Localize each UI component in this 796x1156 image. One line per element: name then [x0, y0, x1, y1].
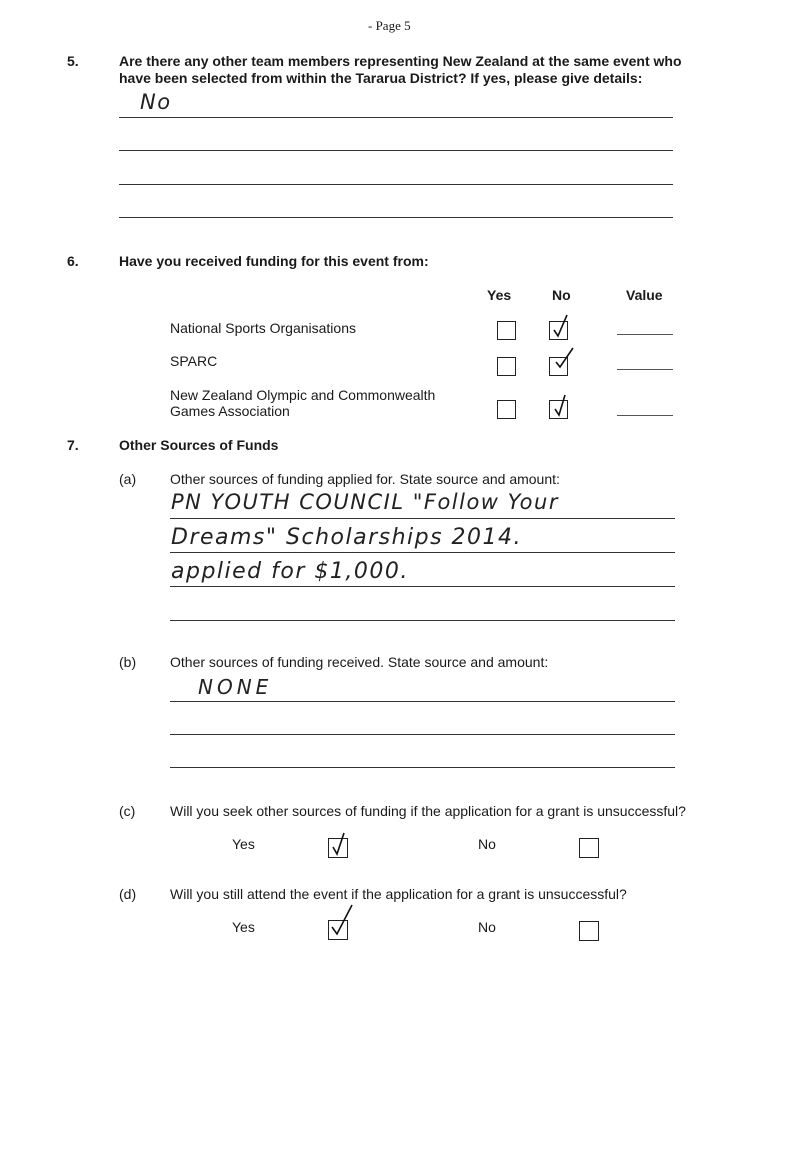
q7a-rule-3	[170, 586, 675, 587]
q7a-rule-2	[170, 552, 675, 553]
q7c-no-checkbox[interactable]	[579, 838, 599, 858]
q6-text: Have you received funding for this event from:	[119, 253, 429, 269]
q7b-text: Other sources of funding received. State source and amount:	[170, 654, 549, 670]
q6-row3-value-line	[617, 415, 673, 416]
q6-row3-yes-checkbox[interactable]	[497, 400, 516, 419]
q7c-no-label: No	[478, 836, 496, 852]
page-header: - Page 5	[368, 18, 411, 33]
q6-row2-no-checkbox[interactable]	[549, 357, 568, 376]
check-mark-icon	[329, 829, 351, 857]
q6-row2-yes-checkbox[interactable]	[497, 357, 516, 376]
q6-col-yes: Yes	[487, 287, 512, 303]
q7d-text: Will you still attend the event if the application for a grant is unsuccessful?	[170, 886, 627, 902]
q7c-yes-label: Yes	[232, 836, 255, 852]
q7d-yes-checkbox[interactable]	[328, 920, 348, 940]
q7b-rule-2	[170, 734, 675, 735]
q7c-yes-checkbox[interactable]	[328, 838, 348, 858]
q7a-rule-1	[170, 518, 675, 519]
q7b-answer[interactable]: NONE	[198, 675, 273, 699]
q7a-letter: (a)	[119, 471, 137, 487]
q6-row-label-line1: New Zealand Olympic and Commonwealth	[170, 387, 436, 403]
q7d-yes-label: Yes	[232, 919, 255, 935]
q6-row2-value-line	[617, 369, 673, 370]
q7b-rule-1	[170, 701, 675, 702]
q7-number: 7.	[67, 437, 79, 453]
q5-text-line1: Are there any other team members representing New Zealand at the same event who	[119, 53, 682, 69]
q6-row1-yes-checkbox[interactable]	[497, 321, 516, 340]
q7c-text: Will you seek other sources of funding if the application for a grant is unsuccessful?	[170, 803, 686, 819]
q7b-rule-3	[170, 767, 675, 768]
check-mark-icon	[550, 393, 572, 419]
check-mark-icon	[549, 312, 573, 340]
q7a-answer-line-2[interactable]: Dreams" Scholarships 2014.	[171, 525, 523, 550]
q5-answer-line-3	[119, 184, 673, 185]
q6-col-value: Value	[626, 287, 663, 303]
q7b-letter: (b)	[119, 654, 137, 670]
check-mark-icon	[551, 346, 577, 374]
q7a-answer-line-1[interactable]: PN YOUTH COUNCIL "Follow Your	[171, 490, 559, 514]
q7d-letter: (d)	[119, 886, 137, 902]
q6-row3-no-checkbox[interactable]	[549, 400, 568, 419]
q6-row1-no-checkbox[interactable]	[549, 321, 568, 340]
q7c-letter: (c)	[119, 803, 136, 819]
q6-col-no: No	[552, 287, 571, 303]
q7d-no-checkbox[interactable]	[579, 921, 599, 941]
q5-text-line2: have been selected from within the Tararua District? If yes, please give details:	[119, 70, 643, 86]
q6-row-label-line2: Games Association	[170, 403, 290, 419]
q6-row-label: National Sports Organisations	[170, 320, 356, 336]
q6-row1-value-line	[617, 334, 673, 335]
check-mark-icon	[328, 903, 356, 937]
q6-row-label: SPARC	[170, 353, 218, 369]
q5-answer-line-1	[119, 117, 673, 118]
q6-number: 6.	[67, 253, 79, 269]
q5-answer[interactable]: No	[140, 90, 172, 114]
q5-number: 5.	[67, 53, 79, 69]
q5-answer-line-2	[119, 150, 673, 151]
q7d-no-label: No	[478, 919, 496, 935]
q7a-rule-4	[170, 620, 675, 621]
q7-title: Other Sources of Funds	[119, 437, 279, 453]
q5-answer-line-4	[119, 217, 673, 218]
q7a-answer-line-3[interactable]: applied for $1,000.	[171, 559, 409, 584]
q7a-text: Other sources of funding applied for. State source and amount:	[170, 471, 560, 487]
